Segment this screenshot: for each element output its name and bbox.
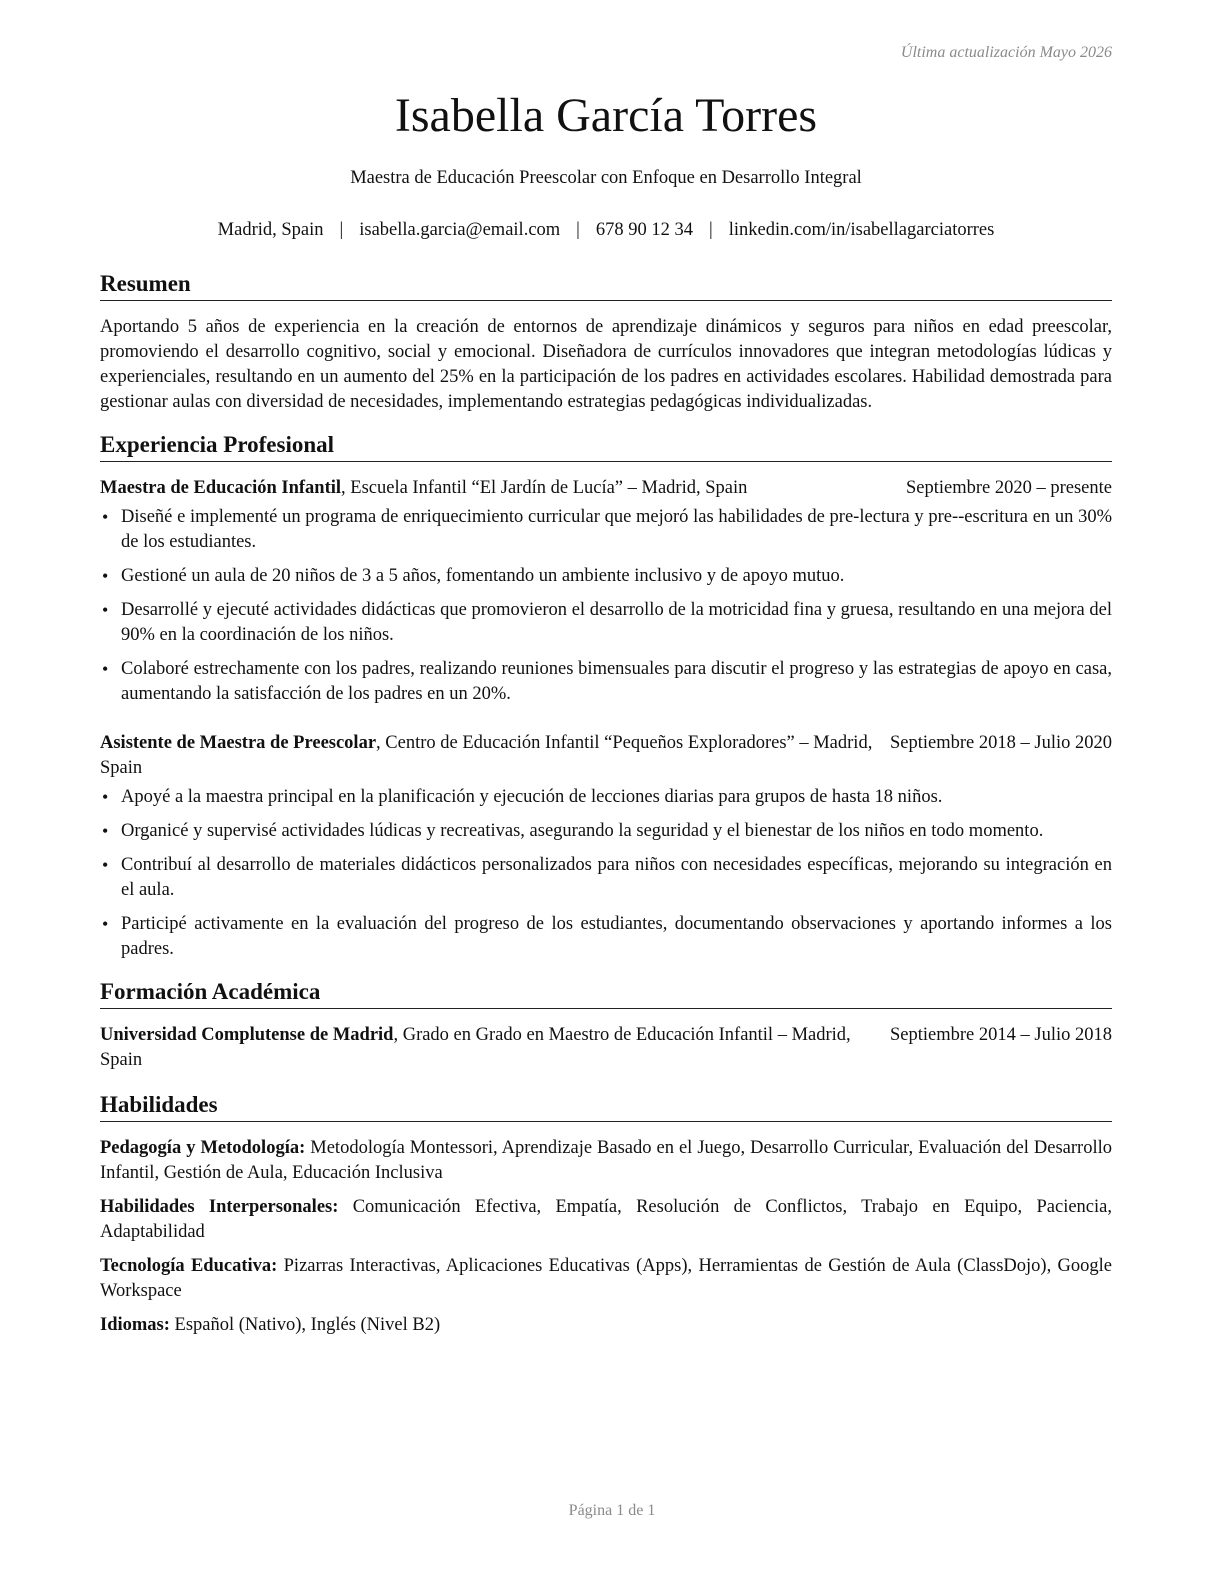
skill-value: Pizarras Interactivas, Aplicaciones Educativas (Apps), Herramientas de Gestión de Aula (ClassDojo), Google Workspace	[100, 1256, 1112, 1301]
resume-page	[100, 0, 1112, 1584]
job-header	[100, 731, 1112, 781]
job-header	[100, 476, 1112, 501]
job-title-line	[100, 731, 876, 781]
job-role: Maestra de Educación Infantil	[100, 478, 342, 498]
job-bullet: • Diseñé e implementé un programa de enriquecimiento curricular que mejoró las habilidades de pre-lectura y pre--escritura en un 30% de los estudiantes.	[100, 505, 1112, 555]
job-organization: , Escuela Infantil “El Jardín de Lucía” – Madrid, Spain	[341, 478, 748, 498]
section-title-skills: Habilidades	[100, 1091, 1112, 1122]
job-entry	[100, 476, 1112, 707]
education-degree: , Grado en Grado en Maestro de Educación Infantil – Madrid, Spain	[100, 1025, 851, 1070]
education-title-line	[100, 1023, 876, 1073]
job-bullet-list	[100, 785, 1112, 962]
skill-line	[100, 1195, 1112, 1245]
section-title-experience: Experiencia Profesional	[100, 431, 1112, 462]
education-school: Universidad Complutense de Madrid	[100, 1025, 394, 1045]
contact-separator: |	[339, 220, 344, 240]
job-bullet: • Contribuí al desarrollo de materiales didácticos personalizados para niños con necesidades específicas, mejorando su integración en el aula.	[100, 853, 1112, 903]
candidate-tagline: Maestra de Educación Preescolar con Enfoque en Desarrollo Integral	[350, 168, 862, 188]
contact-email-link[interactable]: isabella.garcia@email.com	[359, 220, 561, 240]
skill-line	[100, 1254, 1112, 1304]
education-section	[100, 978, 1112, 1073]
section-title-summary: Resumen	[100, 270, 1112, 301]
job-dates: Septiembre 2018 – Julio 2020	[890, 733, 1112, 753]
skill-line	[100, 1313, 1112, 1338]
job-dates: Septiembre 2020 – presente	[905, 478, 1112, 498]
skill-value: Comunicación Efectiva, Empatía, Resolución de Conflictos, Trabajo en Equipo, Paciencia, Adaptabilidad	[100, 1197, 1112, 1242]
job-organization: , Centro de Educación Infantil “Pequeños Exploradores” – Madrid, Spain	[100, 733, 873, 778]
skill-label: Habilidades Interpersonales:	[100, 1197, 339, 1217]
skill-label: Pedagogía y Metodología:	[100, 1138, 306, 1158]
experience-section	[100, 431, 1112, 962]
job-bullet: • Gestioné un aula de 20 niños de 3 a 5 años, fomentando un ambiente inclusivo y de apoyo mutuo.	[100, 564, 1112, 589]
summary-text: Aportando 5 años de experiencia en la creación de entornos de aprendizaje dinámicos y seguros para niños en edad preescolar, promoviendo el desarrollo cognitivo, social y emocional. Diseñadora de currículos innovadores que integran metodologías lúdicas y experienciales, resultando en un aumento del 25% en la participación de los padres en actividades escolares. Habilidad demostrada para gestionar aulas con diversidad de necesidades, implementando estrategias pedagógicas individualizadas.	[100, 317, 1112, 412]
education-dates: Septiembre 2014 – Julio 2018	[890, 1025, 1112, 1045]
job-bullet: • Apoyé a la maestra principal en la planificación y ejecución de lecciones diarias para grupos de hasta 18 niños.	[100, 785, 1112, 810]
skill-line	[100, 1136, 1112, 1186]
job-title-line	[100, 476, 880, 501]
page-number: Página 1 de 1	[568, 1502, 656, 1519]
skills-section	[100, 1091, 1112, 1338]
job-bullet: • Desarrollé y ejecuté actividades didácticas que promovieron el desarrollo de la motricidad fina y gruesa, resultando en una mejora del 90% en la coordinación de los niños.	[100, 598, 1112, 648]
job-bullet: • Participé activamente en la evaluación del progreso de los estudiantes, documentando observaciones y aportando informes a los padres.	[100, 912, 1112, 962]
job-bullet-list	[100, 505, 1112, 707]
job-role: Asistente de Maestra de Preescolar	[100, 733, 377, 753]
candidate-name: Isabella García Torres	[394, 89, 818, 142]
job-bullet: • Organicé y supervisé actividades lúdicas y recreativas, asegurando la seguridad y el bienestar de los niños en todo momento.	[100, 819, 1112, 844]
skill-value: Español (Nativo), Inglés (Nivel B2)	[169, 1315, 441, 1335]
skill-value: Metodología Montessori, Aprendizaje Basado en el Juego, Desarrollo Curricular, Evaluación del Desarrollo Infantil, Gestión de Aula, Educación Inclusiva	[100, 1138, 1112, 1183]
skill-label: Idiomas:	[100, 1315, 170, 1335]
contact-linkedin-link[interactable]: linkedin.com/in/isabellagarciatorres	[728, 220, 995, 240]
job-bullet: • Colaboré estrechamente con los padres, realizando reuniones bimensuales para discutir el progreso y las estrategias de apoyo en casa, aumentando la satisfacción de los padres en un 20%.	[100, 657, 1112, 707]
job-entry	[100, 731, 1112, 962]
education-entry	[100, 1023, 1112, 1073]
resume-content	[100, 270, 1112, 1348]
contact-separator: |	[576, 220, 580, 240]
contact-location: Madrid, Spain	[217, 220, 324, 240]
contact-phone: 678 90 12 34	[595, 220, 694, 240]
section-title-education: Formación Académica	[100, 978, 1112, 1009]
skill-label: Tecnología Educativa:	[100, 1256, 278, 1276]
contact-separator: |	[709, 220, 713, 240]
last-updated: Última actualización Mayo 2026	[900, 44, 1112, 61]
education-header	[100, 1023, 1112, 1073]
contact-line	[100, 220, 1112, 241]
summary-section	[100, 270, 1112, 415]
